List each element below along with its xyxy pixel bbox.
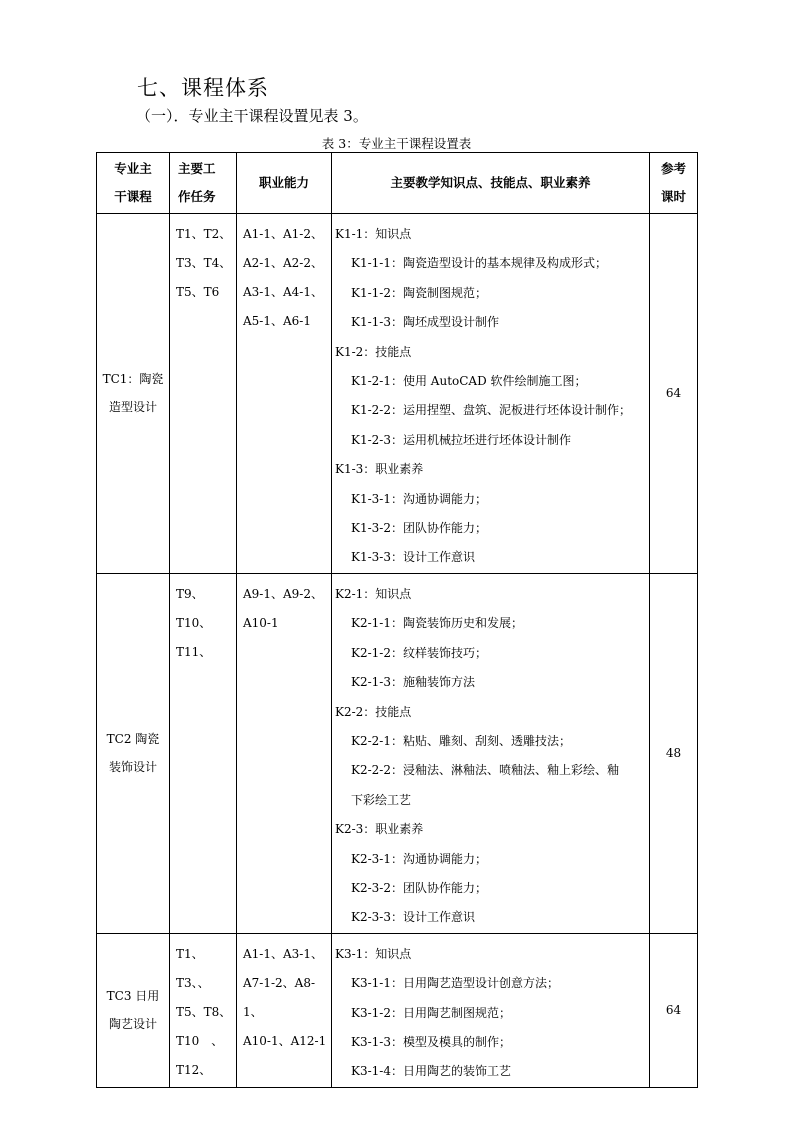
ability-line: A1-1、A3-1、 [243, 946, 323, 961]
table-row [97, 573, 698, 933]
point-item: K2-3-1：沟通协调能力； [351, 851, 487, 866]
point-item: K2-3-3：设计工作意识 [351, 910, 475, 925]
point-item: K1-1-3：陶坯成型设计制作 [351, 315, 499, 330]
hours-cell: 64 [650, 933, 698, 1087]
task-line: T11、 [176, 644, 212, 659]
points-cell [332, 573, 650, 933]
point-item: K2-2-1：粘贴、雕刻、刮刻、透雕技法； [351, 733, 571, 748]
point-item: K1-3-1：沟通协调能力； [351, 491, 487, 506]
table-row [97, 214, 698, 574]
course-line: TC1：陶瓷 [102, 372, 164, 387]
point-item: K1-1-1：陶瓷造型设计的基本规律及构成形式； [351, 256, 607, 271]
point-item: K1-2-3：运用机械拉坯进行坯体设计制作 [351, 432, 571, 447]
points-cell [332, 214, 650, 574]
header-hours-line: 课时 [660, 189, 686, 204]
ability-line: A5-1、A6-1 [243, 314, 311, 328]
section-heading: 七、课程体系 [137, 76, 269, 100]
points-cell [332, 933, 650, 1087]
task-line: T12、 [176, 1062, 212, 1077]
header-hours [650, 153, 698, 214]
header-tasks-line: 作任务 [178, 189, 216, 204]
course-table [96, 152, 698, 1088]
task-line: T9、T10、 [176, 586, 212, 630]
point-item: K2-1-2：纹样装饰技巧； [351, 645, 487, 660]
hours-cell: 48 [650, 573, 698, 933]
course-line: 装饰设计 [108, 760, 157, 775]
abilities-cell [237, 573, 332, 933]
task-line: T3、T4、 [176, 256, 232, 270]
point-item: K1-2：技能点 [335, 344, 412, 359]
ability-line: A1-1、A1-2、 [243, 227, 323, 241]
header-tasks [170, 153, 237, 214]
point-item: K1-2-2：运用捏塑、盘筑、泥板进行坯体设计制作； [351, 403, 631, 418]
hours-cell: 64 [650, 214, 698, 574]
point-item: K3-1：知识点 [335, 946, 412, 961]
point-item: K1-2-1：使用 AutoCAD 软件绘制施工图； [351, 374, 587, 389]
course-line: 陶艺设计 [108, 1017, 157, 1032]
point-item: K1-3：职业素养 [335, 462, 424, 477]
table-caption: 表 3：专业主干课程设置表 [321, 136, 472, 151]
point-item: K1-3-3：设计工作意识 [351, 550, 475, 565]
point-item: K3-1-3：模型及模具的制作； [351, 1034, 511, 1049]
section-subheading: （一）．专业主干课程设置见表 3。 [136, 107, 368, 125]
task-line: T1、T2、 [176, 227, 232, 241]
course-line: TC3 日用 [106, 989, 160, 1004]
point-item: K2-1-1：陶瓷装饰历史和发展； [351, 616, 523, 631]
ability-line: A10-1 [243, 615, 279, 630]
point-item: K2-2-2：浸釉法、淋釉法、喷釉法、釉上彩绘、釉 [351, 763, 619, 778]
point-item: K2-3-2：团队协作能力； [351, 880, 487, 895]
ability-line: A2-1、A2-2、 [243, 256, 323, 270]
course-cell [97, 214, 170, 574]
point-item: K3-1-4：日用陶艺的装饰工艺 [351, 1064, 511, 1079]
ability-line: A9-1、A9-2、 [243, 586, 323, 601]
point-item: K2-2：技能点 [335, 704, 412, 719]
tasks-cell [170, 214, 237, 574]
course-cell [97, 573, 170, 933]
course-line: 造型设计 [108, 400, 157, 415]
abilities-cell [237, 214, 332, 574]
table-row [97, 933, 698, 1087]
point-item: K1-1-2：陶瓷制图规范； [351, 285, 487, 300]
header-abilities: 职业能力 [237, 153, 332, 214]
point-item: K3-1-2：日用陶艺制图规范； [351, 1005, 511, 1020]
task-line: T1、T3、、 [176, 946, 210, 990]
ability-line: A3-1、A4-1、 [243, 285, 323, 299]
point-item: K2-1-3：施釉装饰方法 [351, 675, 475, 690]
header-course-line: 专业主 [114, 161, 152, 176]
point-item: K2-1：知识点 [335, 586, 412, 601]
header-course-line: 干课程 [114, 189, 152, 204]
tasks-cell [170, 573, 237, 933]
point-item: K1-1：知识点 [335, 227, 412, 241]
header-tasks-line: 主要工 [178, 161, 216, 176]
point-item: 下彩绘工艺 [351, 792, 412, 807]
header-points: 主要教学知识点、技能点、职业素养 [332, 153, 650, 214]
ability-line: A10-1、A12-1 [243, 1033, 327, 1048]
table-header-row [97, 153, 698, 214]
task-line: T10 、 [176, 1033, 224, 1048]
point-item: K3-1-1：日用陶艺造型设计创意方法； [351, 976, 559, 991]
course-cell [97, 933, 170, 1087]
course-line: TC2 陶瓷 [106, 732, 160, 747]
header-hours-line: 参考 [660, 161, 686, 176]
header-course [97, 153, 170, 214]
abilities-cell [237, 933, 332, 1087]
task-line: T5、T8、 [176, 1004, 232, 1019]
task-line: T5、T6 [176, 285, 220, 299]
tasks-cell [170, 933, 237, 1087]
point-item: K1-3-2：团队协作能力； [351, 521, 487, 536]
ability-line: A7-1-2、A8-1、 [243, 975, 316, 1019]
point-item: K2-3：职业素养 [335, 822, 424, 837]
